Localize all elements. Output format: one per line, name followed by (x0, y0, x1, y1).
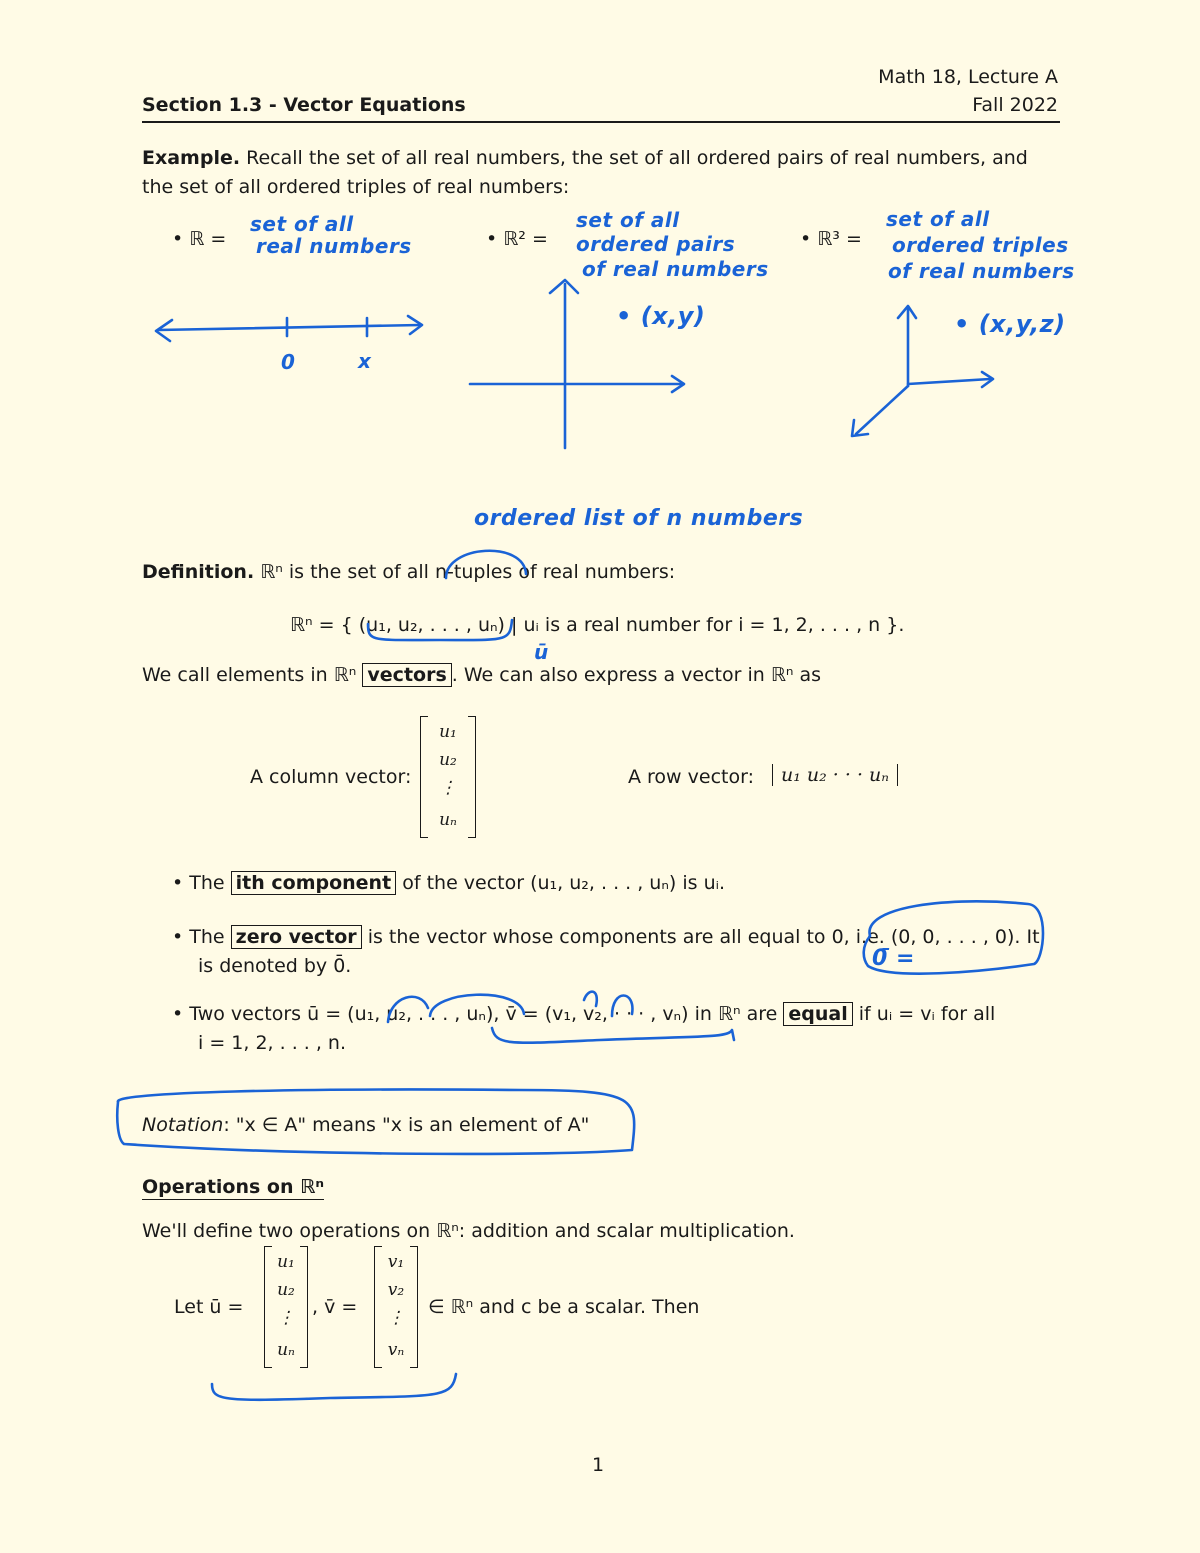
zero-vector-line (172, 926, 1040, 948)
note-r1-line2: real numbers (256, 234, 412, 258)
operations-heading-text: Operations on ℝⁿ (142, 1176, 325, 1198)
note-r2-line2: ordered pairs (576, 232, 736, 256)
example-label: Example. (142, 147, 241, 169)
v-entry-3: ⋮ (387, 1308, 405, 1328)
numline-label-zero: 0 (281, 350, 296, 374)
vectors-post: . We can also express a vector in ℝⁿ as (451, 664, 822, 686)
equal-vectors-line (172, 1003, 995, 1025)
ith-component-line (172, 872, 725, 894)
operations-heading (142, 1176, 324, 1200)
u-entry-1: u₁ (277, 1252, 295, 1272)
vectors-pre: We call elements in ℝⁿ (142, 664, 357, 686)
page-number: 1 (592, 1454, 605, 1476)
col-entry-2: u₂ (439, 750, 457, 770)
v-eq-label: , v̄ = (312, 1296, 358, 1318)
section-title: Section 1.3 - Vector Equations (142, 94, 466, 116)
course-title: Math 18, Lecture A (878, 66, 1058, 88)
ith-term: ith component (231, 871, 397, 895)
col-entry-3: ⋮ (439, 778, 457, 798)
v-column-matrix (374, 1246, 418, 1368)
numline-label-x: x (358, 349, 372, 373)
column-vector-label: A column vector: (250, 766, 412, 788)
notation-text: : "x ∈ A" means "x is an element of A" (223, 1114, 590, 1136)
zero-vector-note: 0̄ = (872, 946, 915, 971)
note-r3-line2: ordered triples (892, 233, 1069, 257)
ordered-list-note: ordered list of n numbers (474, 506, 804, 531)
example-line-1 (142, 147, 1028, 169)
u-entry-3: ⋮ (277, 1308, 295, 1328)
zero-term: zero vector (231, 925, 362, 949)
row-vector-entries (772, 764, 898, 786)
bullet-r2: • ℝ² = (486, 228, 548, 250)
zero-pre: • The (172, 926, 225, 948)
definition-text: ℝⁿ is the set of all n-tuples of real numbers: (260, 561, 676, 583)
equal-post: if uᵢ = vᵢ for all (858, 1003, 996, 1025)
point-2d-label: • (x,y) (616, 302, 706, 330)
set-equation: ℝⁿ = { (u₁, u₂, . . . , uₙ) | uᵢ is a real number for i = 1, 2, . . . , n }. (290, 614, 905, 636)
definition-line (142, 561, 675, 583)
note-r1-line1: set of all (250, 212, 354, 236)
col-entry-1: u₁ (439, 722, 457, 742)
let-label: Let ū = (174, 1296, 244, 1318)
u-vector-note: ū (534, 640, 549, 664)
operations-intro: We'll define two operations on ℝⁿ: addition and scalar multiplication. (142, 1220, 795, 1242)
v-entry-1: v₁ (387, 1252, 405, 1272)
col-entry-4: uₙ (439, 810, 457, 830)
v-entry-2: v₂ (387, 1280, 405, 1300)
vectors-term: vectors (362, 663, 451, 687)
term-label: Fall 2022 (972, 94, 1058, 116)
vectors-line (142, 664, 821, 686)
header-rule (142, 121, 1060, 123)
row-entries: u₁ u₂ · · · uₙ (781, 764, 889, 786)
v-entry-4: vₙ (387, 1340, 405, 1360)
example-text-1: Recall the set of all real numbers, the set of all ordered pairs of real numbers, and (246, 147, 1028, 169)
notation-line (142, 1114, 589, 1136)
row-vector-label: A row vector: (628, 766, 754, 788)
u-entry-2: u₂ (277, 1280, 295, 1300)
bullet-r3: • ℝ³ = (800, 228, 862, 250)
notation-label: Notation (142, 1114, 224, 1136)
zero-post: is the vector whose components are all equal to 0, i.e. (0, 0, . . . , 0). It (367, 926, 1040, 948)
note-r3-line3: of real numbers (888, 259, 1075, 283)
equal-term: equal (783, 1002, 852, 1026)
let-post: ∈ ℝⁿ and c be a scalar. Then (428, 1296, 700, 1318)
column-vector-matrix (420, 716, 476, 838)
example-line-2: the set of all ordered triples of real numbers: (142, 176, 570, 198)
note-r2-line3: of real numbers (582, 257, 769, 281)
u-entry-4: uₙ (277, 1340, 295, 1360)
bullet-r1: • ℝ = (172, 228, 227, 250)
definition-label: Definition. (142, 561, 255, 583)
u-column-matrix (264, 1246, 308, 1368)
equal-vectors-line-2: i = 1, 2, . . . , n. (198, 1032, 347, 1054)
point-3d-label: • (x,y,z) (954, 310, 1066, 338)
zero-vector-line-2: is denoted by 0̄. (198, 955, 352, 977)
note-r2-line1: set of all (576, 208, 680, 232)
equal-pre: • Two vectors ū = (u₁, u₂, . . . , uₙ), v̄ = (v₁, v₂, · · · , vₙ) in ℝⁿ are (172, 1003, 778, 1025)
note-r3-line1: set of all (886, 207, 990, 231)
ith-post: of the vector (u₁, u₂, . . . , uₙ) is uᵢ. (402, 872, 726, 894)
ith-pre: • The (172, 872, 225, 894)
